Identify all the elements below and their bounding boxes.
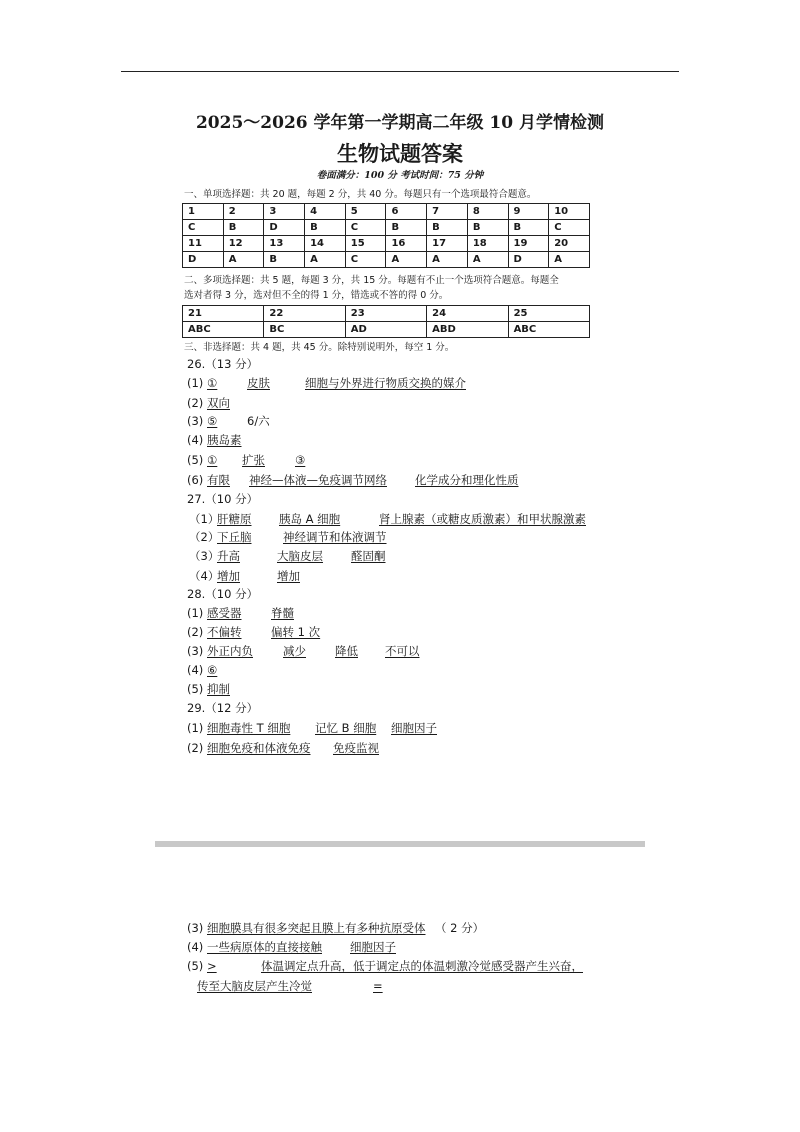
table-cell: B: [223, 220, 264, 236]
part-label: (4): [187, 940, 204, 954]
answer: 细胞膜具有很多突起且膜上有多种抗原受体: [207, 921, 426, 935]
table-row: [183, 252, 590, 268]
table-cell: 16: [386, 236, 427, 252]
table-cell: 23: [345, 306, 426, 322]
answer: 细胞因子: [350, 940, 396, 954]
answer: 抑制: [207, 682, 230, 696]
table-cell: 11: [183, 236, 224, 252]
answer: 肾上腺素（或糖皮质激素）和甲状腺激素: [379, 512, 586, 526]
multi-choice-table: [182, 305, 590, 338]
table-row: [183, 236, 590, 252]
part-label: (2): [187, 741, 204, 755]
answer: 不可以: [385, 644, 420, 658]
table-cell: D: [183, 252, 224, 268]
part-label: (5): [187, 682, 204, 696]
table-cell: 20: [549, 236, 590, 252]
answer: 增加: [277, 569, 300, 583]
table-cell: AD: [345, 322, 426, 338]
table-cell: A: [386, 252, 427, 268]
answer: 体温调定点升高，低于调定点的体温刺激冷觉感受器产生兴奋，: [261, 959, 583, 973]
part-label: (5): [187, 453, 204, 467]
table-cell: D: [264, 220, 305, 236]
answer: 大脑皮层: [277, 549, 323, 563]
table-cell: 24: [427, 306, 508, 322]
table-cell: C: [345, 252, 386, 268]
answer: 化学成分和理化性质: [415, 473, 519, 487]
table-cell: C: [345, 220, 386, 236]
top-rule: [121, 71, 679, 72]
answer: 增加: [217, 569, 240, 583]
answer: 外正内负: [207, 644, 253, 658]
table-cell: 21: [183, 306, 264, 322]
answer: 升高: [217, 549, 240, 563]
table-cell: B: [264, 252, 305, 268]
answer: 细胞与外界进行物质交换的媒介: [305, 376, 466, 390]
part-label: (4): [187, 433, 204, 447]
part-label: (1): [187, 376, 204, 390]
part-label: (1): [187, 721, 204, 735]
answer: 免疫监视: [333, 741, 379, 755]
answer: 细胞毒性 T 细胞: [207, 721, 291, 735]
part-label: （2）: [189, 530, 220, 544]
part-label: (3): [187, 414, 204, 428]
answer: 肝糖原: [217, 512, 252, 526]
answer: 下丘脑: [217, 530, 252, 544]
table-row: [183, 322, 590, 338]
table-cell: A: [305, 252, 346, 268]
table-cell: 9: [508, 204, 549, 220]
part-label: (3): [187, 644, 204, 658]
answer: 细胞免疫和体液免疫: [207, 741, 311, 755]
table-cell: A: [223, 252, 264, 268]
section1-heading: 一、单项选择题：共 20 题，每题 2 分，共 40 分。每题只有一个选项最符合题意。: [184, 189, 537, 200]
answer: 降低: [335, 644, 358, 658]
answer: 减少: [283, 644, 306, 658]
table-cell: ABD: [427, 322, 508, 338]
table-row: [183, 204, 590, 220]
table-cell: 25: [508, 306, 589, 322]
answer: 有限: [207, 473, 230, 487]
table-cell: 18: [467, 236, 508, 252]
answer: 不偏转: [207, 625, 242, 639]
part-label: (1): [187, 606, 204, 620]
table-cell: 22: [264, 306, 345, 322]
q26-title: 26.（13 分）: [187, 357, 259, 371]
answer: 胰岛 A 细胞: [279, 512, 341, 526]
table-cell: ABC: [183, 322, 264, 338]
table-cell: A: [549, 252, 590, 268]
exam-title: 2025～2026 学年第一学期高二年级 10 月学情检测: [195, 113, 605, 133]
answer: 扩张: [242, 453, 265, 467]
table-cell: B: [386, 220, 427, 236]
answer: 偏转 1 次: [271, 625, 321, 639]
table-cell: 15: [345, 236, 386, 252]
part-label: （3）: [189, 549, 220, 563]
answer: ③: [295, 453, 306, 467]
table-cell: A: [467, 252, 508, 268]
part-label: (3): [187, 921, 204, 935]
table-cell: B: [305, 220, 346, 236]
answer: ①: [207, 376, 218, 390]
table-cell: C: [183, 220, 224, 236]
table-cell: 14: [305, 236, 346, 252]
table-cell: 13: [264, 236, 305, 252]
answer: 醛固酮: [351, 549, 386, 563]
part-label: (4): [187, 663, 204, 677]
answer: 6/六: [247, 414, 270, 428]
answer: ⑤: [207, 414, 218, 428]
table-cell: D: [508, 252, 549, 268]
answer: 神经调节和体液调节: [283, 530, 387, 544]
table-cell: 10: [549, 204, 590, 220]
answer: 神经—体液—免疫调节网络: [249, 473, 387, 487]
answer: >: [207, 959, 217, 973]
page-separator: [155, 841, 645, 847]
table-cell: 5: [345, 204, 386, 220]
answer: ⑥: [207, 663, 218, 677]
answer: 记忆 B 细胞: [315, 721, 377, 735]
table-cell: 4: [305, 204, 346, 220]
part-label: （4）: [189, 569, 220, 583]
part-label: (2): [187, 396, 204, 410]
table-row: [183, 220, 590, 236]
part-label: （1）: [189, 512, 220, 526]
table-cell: ABC: [508, 322, 589, 338]
answer: 脊髓: [271, 606, 294, 620]
table-cell: C: [549, 220, 590, 236]
table-cell: 6: [386, 204, 427, 220]
section2-heading-line1: 二、多项选择题：共 5 题，每题 3 分，共 15 分。每题有不止一个选项符合题意。每题全: [184, 275, 559, 286]
q27-title: 27.（10 分）: [187, 492, 259, 506]
table-cell: A: [427, 252, 468, 268]
answer: 细胞因子: [391, 721, 437, 735]
table-cell: 1: [183, 204, 224, 220]
answer: 传至大脑皮层产生冷觉: [197, 979, 312, 993]
answer: =: [373, 979, 383, 993]
answer: 一些病原体的直接接触: [207, 940, 322, 954]
q29-title: 29.（12 分）: [187, 701, 259, 715]
answer: 双向: [207, 396, 230, 410]
answer: ①: [207, 453, 218, 467]
section3-heading: 三、非选择题：共 4 题，共 45 分。除特别说明外，每空 1 分。: [184, 342, 455, 353]
table-cell: 3: [264, 204, 305, 220]
answer-sheet-title: 生物试题答案: [337, 141, 463, 166]
section2-heading-line2: 选对者得 3 分，选对但不全的得 1 分，错选或不答的得 0 分。: [184, 290, 449, 301]
table-cell: 8: [467, 204, 508, 220]
answer: 皮肤: [247, 376, 270, 390]
table-cell: 17: [427, 236, 468, 252]
table-cell: 19: [508, 236, 549, 252]
part-label: (5): [187, 959, 204, 973]
answer: 胰岛素: [207, 433, 242, 447]
part-label: (6): [187, 473, 204, 487]
table-row: [183, 306, 590, 322]
table-cell: 2: [223, 204, 264, 220]
table-cell: BC: [264, 322, 345, 338]
table-cell: B: [427, 220, 468, 236]
part-label: (2): [187, 625, 204, 639]
score-note: （ 2 分）: [435, 921, 485, 935]
table-cell: B: [508, 220, 549, 236]
exam-meta: 卷面满分：100 分 考试时间：75 分钟: [316, 170, 484, 181]
q28-title: 28.（10 分）: [187, 587, 259, 601]
answer: 感受器: [207, 606, 242, 620]
table-cell: 12: [223, 236, 264, 252]
single-choice-table: [182, 203, 590, 268]
table-cell: B: [467, 220, 508, 236]
table-cell: 7: [427, 204, 468, 220]
